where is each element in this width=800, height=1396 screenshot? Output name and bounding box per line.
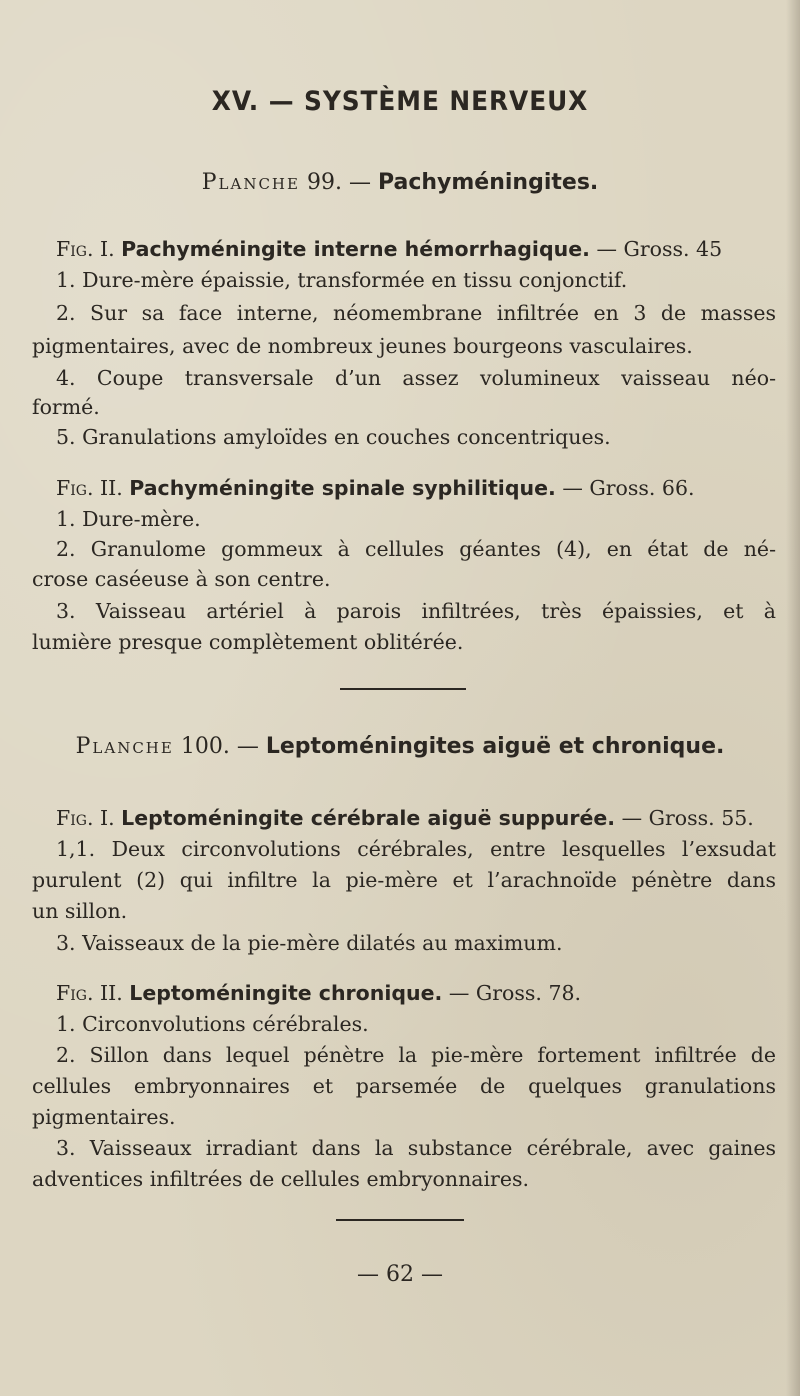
planche-title: Pachyméningites. (377, 170, 599, 195)
figure-number: II. (100, 981, 123, 1005)
figure-title: Pachyméningite interne hémorrhagique. (121, 237, 590, 261)
figure-title: Pachyméningite spinale syphilitique. (129, 476, 556, 500)
figure-heading (56, 235, 776, 263)
legend-line: adventices infiltrées de cellules embryonnaires. (32, 1167, 530, 1191)
legend-line: 3. Vaisseaux irradiant dans la substance cérébrale, avec gaines (56, 1136, 776, 1160)
figure-title: Leptoméningite cérébrale aiguë suppurée. (121, 806, 616, 830)
figure-label: Fig. (56, 237, 94, 261)
planche-number: 100. (180, 734, 230, 759)
planche-label: Planche (75, 734, 174, 759)
figure-label: Fig. (56, 981, 94, 1005)
legend-line: purulent (2) qui infiltre la pie-mère et l’arachnoïde pénètre dans (32, 868, 776, 892)
planche-100-heading (0, 734, 800, 759)
figure-magnification: — Gross. 55. (621, 806, 754, 830)
figure-label: Fig. (56, 806, 94, 830)
page-edge-shadow (786, 0, 800, 1396)
figure-magnification: — Gross. 45 (596, 237, 723, 261)
legend-line: lumière presque complètement oblitérée. (32, 630, 464, 654)
figure-number: II. (100, 476, 123, 500)
planche-99-heading (0, 170, 800, 195)
chapter-header: XV. — SYSTÈME NERVEUX (211, 86, 589, 117)
figure-magnification: — Gross. 66. (562, 476, 695, 500)
legend-line: 3. Vaisseaux de la pie-mère dilatés au maximum. (56, 931, 563, 955)
legend-line: crose caséeuse à son centre. (32, 567, 331, 591)
planche-title: Leptoméningites aiguë et chronique. (265, 734, 725, 759)
legend-line: 1. Dure-mère. (56, 507, 201, 531)
planche-dash: — (236, 734, 259, 759)
legend-line: 4. Coupe transversale d’un assez volumineux vaisseau néo- (56, 366, 776, 390)
legend-line: 1. Circonvolutions cérébrales. (56, 1012, 369, 1036)
legend-line: 3. Vaisseau artériel à parois infiltrées, très épaissies, et à (56, 599, 776, 623)
page-number: — 62 — (357, 1262, 443, 1287)
figure-number: I. (100, 806, 115, 830)
legend-line: pigmentaires, avec de nombreux jeunes bourgeons vasculaires. (32, 334, 693, 358)
figure-number: I. (100, 237, 115, 261)
legend-line: pigmentaires. (32, 1105, 176, 1129)
legend-line: 1. Dure-mère épaissie, transformée en tissu conjonctif. (56, 268, 628, 292)
section-divider (336, 1219, 464, 1221)
legend-line: cellules embryonnaires et parsemée de quelques granulations (32, 1074, 776, 1098)
figure-magnification: — Gross. 78. (448, 981, 582, 1005)
legend-line: 2. Sillon dans lequel pénètre la pie-mère fortement infiltrée de (56, 1043, 776, 1067)
planche-number: 99. (306, 170, 342, 195)
planche-label: Planche (201, 170, 300, 195)
planche-dash: — (348, 170, 371, 195)
figure-heading (56, 474, 776, 502)
legend-line: formé. (32, 395, 100, 419)
figure-title: Leptoméningite chronique. (129, 981, 443, 1005)
section-divider (340, 688, 466, 690)
legend-line: 2. Granulome gommeux à cellules géantes (4), en état de né- (56, 537, 776, 561)
legend-line: un sillon. (32, 899, 128, 923)
figure-heading (56, 804, 776, 832)
legend-line: 1,1. Deux circonvolutions cérébrales, entre lesquelles l’exsudat (56, 837, 776, 861)
figure-heading (56, 979, 776, 1007)
legend-line: 2. Sur sa face interne, néomembrane infiltrée en 3 de masses (56, 301, 776, 325)
legend-line: 5. Granulations amyloïdes en couches concentriques. (56, 425, 611, 449)
figure-label: Fig. (56, 476, 94, 500)
